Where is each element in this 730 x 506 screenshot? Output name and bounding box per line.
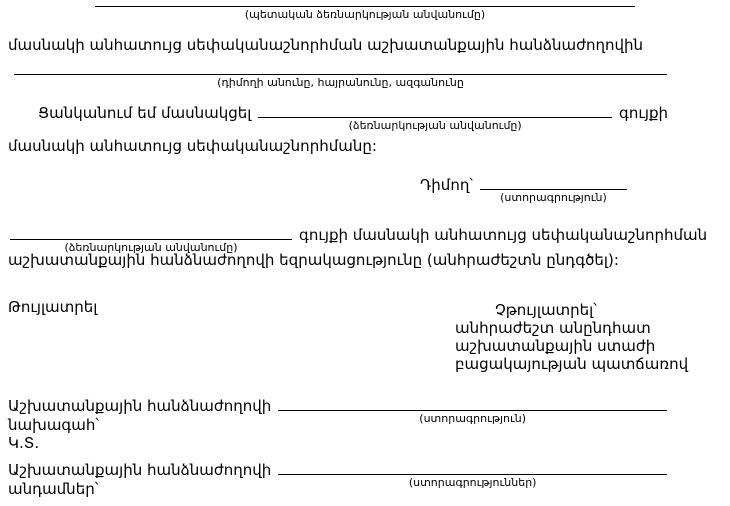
- participation-statement-prefix: Ցանկանում եմ մասնակցել: [38, 104, 252, 122]
- applicant-signature-field: [480, 176, 627, 204]
- disallow-option-line2: անհրաժեշտ անընդհատ: [455, 319, 651, 337]
- participation-statement-row: [38, 104, 668, 132]
- conclusion-enterprise-blank: [10, 226, 292, 240]
- chairman-signature-field: [278, 397, 667, 425]
- chairman-signature-blank: [278, 397, 667, 411]
- disallow-option: [455, 301, 688, 373]
- conclusion-text-line1: գույքի մասնակի անհատույց սեփականաշնորհման: [299, 226, 708, 244]
- disallow-option-line4: բացակայության պատճառով: [455, 355, 689, 373]
- applicant-name-caption: (դիմողի անունը, հայրանունը, ազգանունը: [217, 76, 464, 89]
- commission-members-label: Աշխատանքային հանձնաժողովի: [8, 461, 272, 479]
- state-enterprise-name-field: [95, 6, 635, 21]
- members-signature-caption: (ստորագրություններ): [408, 476, 537, 489]
- members-title: անդամներ՝: [8, 480, 99, 498]
- conclusion-text-line2: աշխատանքային հանձնաժողովի եզրակացությունը (անհրաժեշտն ընդգծել):: [8, 251, 619, 269]
- commission-chairman-label: Աշխատանքային հանձնաժողովի: [8, 397, 272, 415]
- members-signature-blank: [278, 461, 667, 475]
- applicant-label: Դիմող՝: [420, 176, 473, 194]
- enterprise-name-blank: [258, 104, 612, 118]
- applicant-signature-row: [420, 176, 627, 204]
- applicant-signature-blank: [480, 176, 627, 190]
- conclusion-row: [10, 226, 707, 254]
- chairman-signature-caption: (ստորագրություն): [419, 412, 526, 425]
- chairman-signature-row: [8, 397, 667, 425]
- enterprise-name-field: [258, 104, 612, 132]
- disallow-option-line1: Չթույլատրել՝: [495, 301, 597, 319]
- participation-statement-suffix: գույքի: [618, 104, 668, 122]
- allow-option: Թույլատրել: [8, 298, 98, 316]
- participation-statement-continuation: մասնակի անհատույց սեփականաշնորհմանը:: [8, 137, 377, 155]
- members-signature-row: [8, 461, 667, 489]
- enterprise-name-caption: (ձեռնարկության անվանումը): [348, 119, 522, 132]
- conclusion-enterprise-caption: (ձեռնարկության անվանումը): [64, 241, 238, 254]
- addressee-text: մասնակի անհատույց սեփականաշնորհման աշխատանքային հանձնաժողովին: [8, 36, 644, 54]
- seal-mark: Կ.Տ.: [8, 434, 40, 452]
- members-signature-field: [278, 461, 667, 489]
- conclusion-enterprise-field: [10, 226, 292, 254]
- chairman-title: նախագահ՝: [8, 416, 99, 434]
- disallow-option-line3: աշխատանքային ստաժի: [455, 337, 656, 355]
- state-enterprise-caption: (պետական ձեռնարկության անվանումը): [244, 8, 486, 21]
- applicant-signature-caption: (ստորագրություն): [500, 191, 607, 204]
- applicant-name-field: [14, 74, 667, 89]
